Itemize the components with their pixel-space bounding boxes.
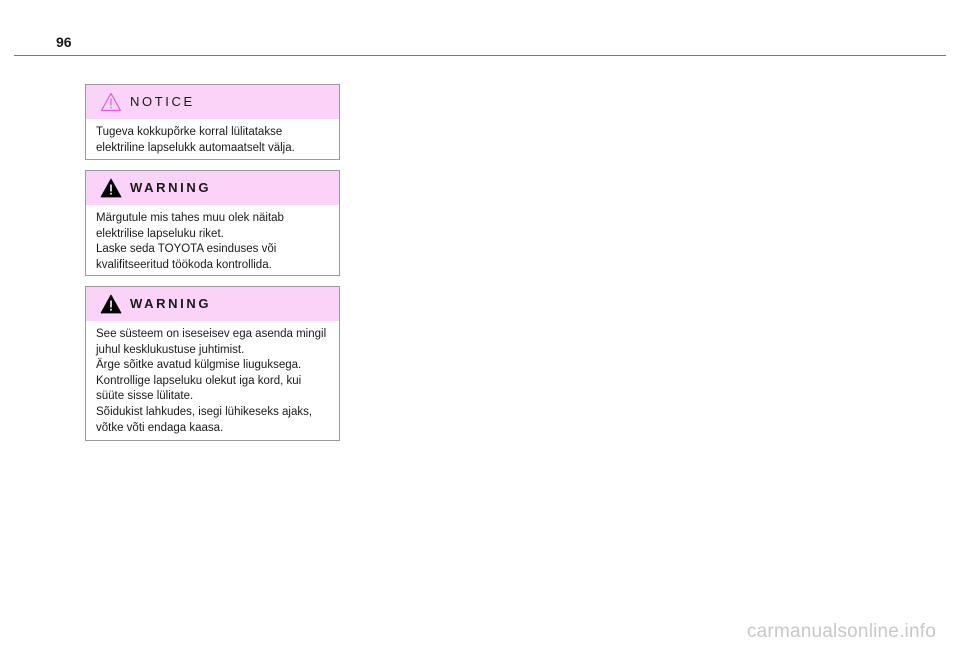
warning-box-indicator <box>85 170 340 276</box>
notice-title: NOTICE <box>130 94 195 109</box>
warning-triangle-filled-icon <box>100 294 122 314</box>
warning-line: juhul kesklukustuse juhtimist. <box>96 343 245 356</box>
warning-line: Laske seda TOYOTA esinduses või <box>96 243 277 256</box>
notice-box <box>85 84 340 160</box>
warning-title: WARNING <box>130 296 212 311</box>
warning-text <box>86 321 339 436</box>
warning-header <box>86 171 339 205</box>
warning-line: kvalifitseeritud töökoda kontrollida. <box>96 258 272 271</box>
warning-line: Ärge sõitke avatud külgmise liuguksega. <box>96 359 302 372</box>
notice-line: Tugeva kokkupõrke korral lülitatakse <box>96 126 283 138</box>
header-rule <box>14 55 946 56</box>
notice-line: elektriline lapselukk automaatselt välja. <box>96 141 295 154</box>
warning-text <box>86 205 339 273</box>
watermark: carmanualsonline.info <box>746 621 936 642</box>
notice-header <box>86 85 339 119</box>
warning-line: Sõidukist lahkudes, isegi lühikeseks ajaks, <box>96 405 313 418</box>
warning-title: WARNING <box>130 180 212 195</box>
warning-line: võtke võti endaga kaasa. <box>96 421 224 434</box>
warning-line: süüte sisse lülitate. <box>96 390 194 403</box>
page-number: 96 <box>56 34 72 50</box>
notice-text <box>86 119 339 156</box>
warning-box-system <box>85 286 340 441</box>
warning-triangle-outline-icon <box>100 92 122 112</box>
warning-line: Märgutule mis tahes muu olek näitab <box>96 212 284 224</box>
warning-line: See süsteem on iseseisev ega asenda mingil <box>96 328 327 340</box>
warning-line: Kontrollige lapseluku olekut iga kord, kui <box>96 374 302 387</box>
warning-triangle-filled-icon <box>100 178 122 198</box>
warning-line: elektrilise lapseluku riket. <box>96 227 224 240</box>
warning-header <box>86 287 339 321</box>
